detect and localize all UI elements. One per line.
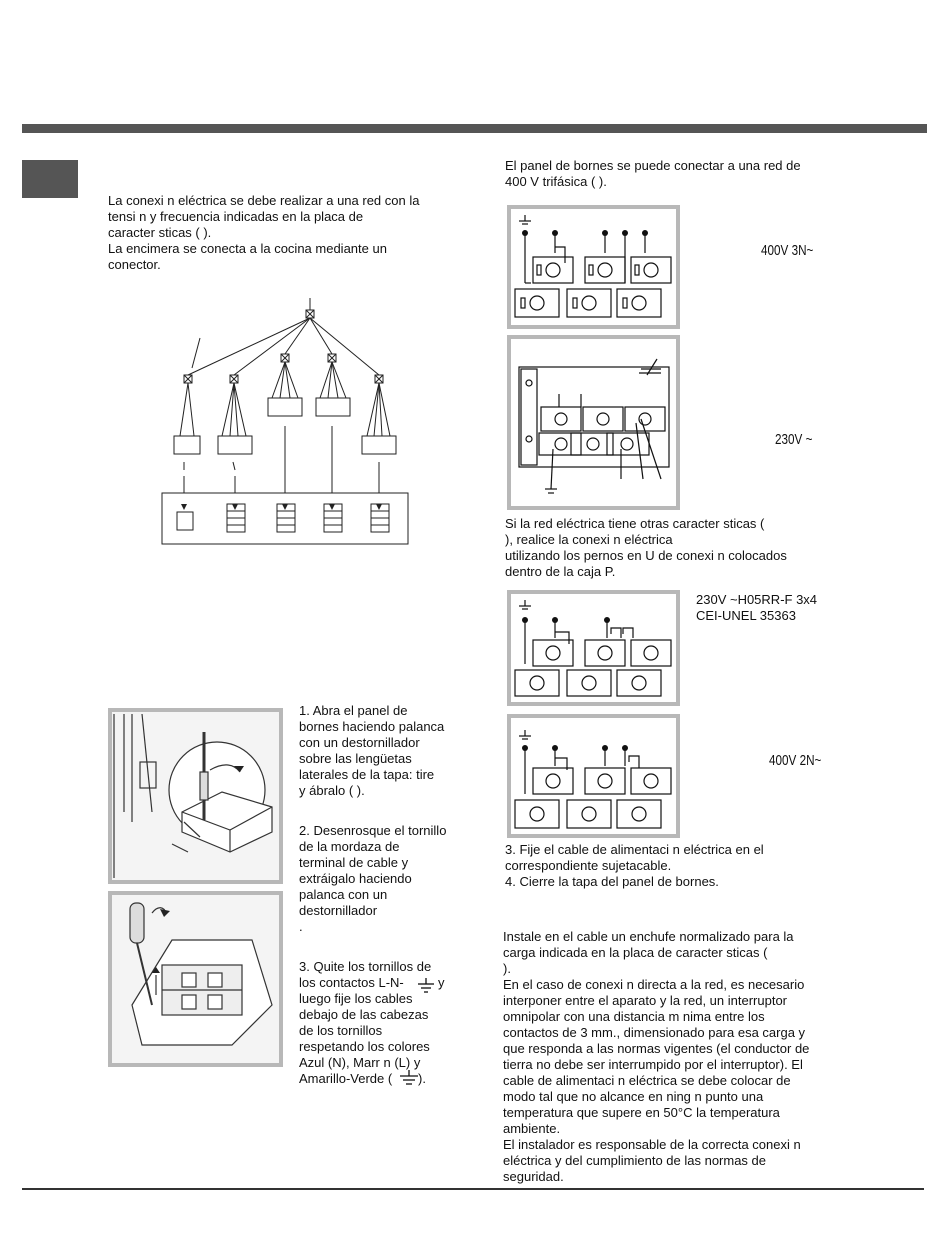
screwdriver-icon [112,895,279,1063]
panel-intro-text: El panel de bornes se puede conectar a una red de 400 V trifásica ( ). [505,158,801,189]
terminal-panel-230v [507,590,680,706]
illustration-terminal-block [108,891,283,1067]
terminal-panel-400v-3n [507,205,680,329]
plug-installation-text: Instale en el cable un enchufe normalizado para la carga indicada en la placa de caracter sticas ( ). En el caso de conexi n directa a la red, es necesario interponer entre el aparato y la red, un interruptor omnipolar con una distancia m nima entre los contactos de 3 mm., dimensionado para esa carga y que responda a las normas vigentes (el conductor de tierra no debe ser interrumpido por el interruptor). El cable de alimentaci n eléctrica se debe colocar de modo tal que no alcance en ning n punto una temperatura que supere en 50°C la temperatura ambiente. El instalador es responsable de la correcta conexi n eléctrica y del cumplimiento de las normas de seguridad. [503,929,810,1184]
terminal-screw-icon [511,594,676,702]
step-3-text-d: ). [418,1071,426,1086]
footer-rule [22,1188,924,1190]
terminal-box-diagram [511,339,676,506]
step-3-text-b: y [438,975,445,990]
step-3-text-c: luego fije los cables debajo de las cabezas de los tornillos respetando los colores Azul (N), Marr n (L) y Amarillo-Verde ( [299,991,430,1086]
other-networks-text: Si la red eléctrica tiene otras caracter sticas ( ), realice la conexi n eléctrica utilizando los pernos en U de conexi n colocados dentro de la caja P. [505,516,787,579]
step-3-text-a: 3. Quite los tornillos de los contactos L-N- [299,959,432,990]
section-marker [22,160,78,198]
steps-3-4-text: 3. Fije el cable de alimentaci n eléctrica en el correspondiente sujetacable. 4. Cierre la tapa del panel de bornes. [505,842,764,889]
label-230v: 230V ~ [775,431,813,448]
intro-paragraph: La conexi n eléctrica se debe realizar a una red con la tensi n y frecuencia indicadas en la placa de caracter sticas ( ). La encimera se conecta a la cocina mediante un conector. [108,193,420,272]
terminal-screw-icon [511,718,676,834]
step-1-text: 1. Abra el panel de bornes haciendo palanca con un destornillador sobre las lengüetas laterales de la tapa: tire y ábralo ( ). [299,703,445,798]
label-400v-2n: 400V 2N~ [769,752,822,769]
header-bar [22,124,927,133]
terminal-box-230v [507,335,680,510]
illustration-open-panel [108,708,283,884]
step-2-text: 2. Desenrosque el tornillo de la mordaza de terminal de cable y extráigalo haciendo palanca con un destornillador . [299,823,447,934]
cable-spec-text: 230V ~H05RR-F 3x4 CEI-UNEL 35363 [696,592,818,623]
terminal-panel-400v-2n [507,714,680,838]
label-400v-3n: 400V 3N~ [761,242,814,259]
terminal-cover-illustration [112,712,279,880]
wiring-tree-diagram [160,298,410,546]
terminal-screw-icon [511,209,676,325]
ground-symbol-icon [399,1070,419,1086]
